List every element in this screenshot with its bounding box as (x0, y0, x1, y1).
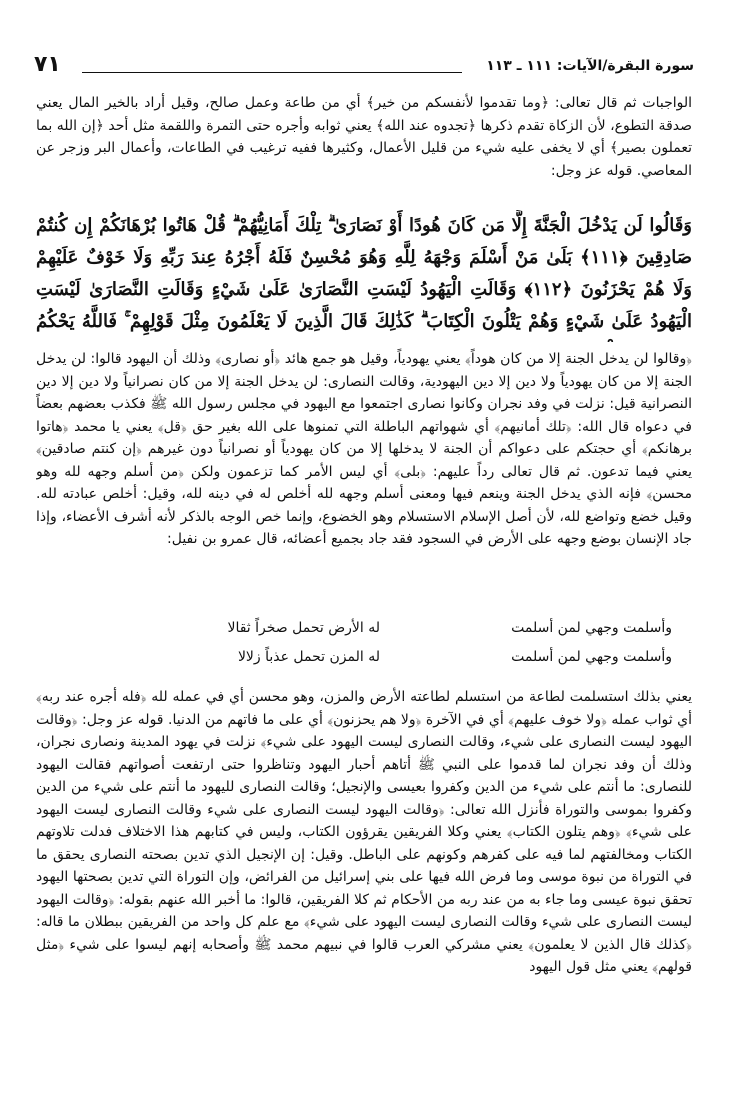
commentary-paragraph-verse-113: يعني بذلك استسلمت لطاعة من استسلم لطاعته الأرض والمزن، وهو محسن أي في عمله لله ﴿فله أجره عند ربه﴾ أي ثواب عمله ﴿ولا خوف عليهم﴾ أي في الآخرة ﴿ولا هم يحزنون﴾ أي على ما فاتهم من الدنيا. قوله عز وجل: ﴿وقالت اليهود ليست النصارى على شيء، وقالت النصارى ليست اليهود على شيء﴾ نزلت في يهود المدينة ونصارى نجران، وذلك أن وفد نجران لما قدموا على النبي ﷺ أتاهم أحبار اليهود وتناظروا حتى ارتفعت أصواتهم فقالت اليهود للنصارى: ما أنتم على شيء من الدين وكفروا بعيسى والإنجيل؛ وقالت النصارى لليهود ما أنتم على شيء من الدين وكفروا بموسى والتوراة فأنزل الله تعالى: ﴿وقالت اليهود ليست النصارى على شيء وقالت النصارى ليست اليهود على شيء﴾ ﴿وهم يتلون الكتاب﴾ يعني وكلا الفريقين يقرؤون الكتاب، وليس في كتابهم هذا الاختلاف فدلت تلاوتهم الكتاب ومخالفتهم لما فيه على كفرهم وكونهم على الباطل. وقيل: إن الإنجيل الذي تدين بصحته النصارى يحقق ما في التوراة من نبوة موسى وما فرض الله فيها على بني إسرائيل من الفرائض، وإن التوراة التي تدين بصحتها اليهود تحقق نبوة عيسى وما جاء به من عند ربه من الأحكام ثم كلا الفريقين، قالوا: ما أخبر الله عنهم بقوله: ﴿وقالت اليهود ليست النصارى على شيء وقالت النصارى ليست اليهود على شيء﴾ مع علم كل واحد من الفريقين ببطلان ما قاله: ﴿كذلك قال الذين لا يعلمون﴾ يعني مشركي العرب قالوا في نبيهم محمد ﷺ وأصحابه إنهم ليسوا على شيء ﴿مثل قولهم﴾ يعني مثل قول اليهود (36, 689, 692, 975)
poem-hemistich: له المزن تحمل عذباً زلالا (237, 649, 380, 665)
poem-line-1 (36, 620, 692, 649)
page-header (34, 46, 694, 80)
poem-line-2 (36, 649, 692, 678)
quran-verses-block: وَقَالُوا لَن يَدْخُلَ الْجَنَّةَ إِلَّا مَن كَانَ هُودًا أَوْ نَصَارَىٰ ۗ تِلْكَ أَمَانِيُّهُمْ ۗ قُلْ هَاتُوا بُرْهَانَكُمْ إِن كُنتُمْ صَادِقِينَ ﴿١١١﴾ بَلَىٰ مَنْ أَسْلَمَ وَجْهَهُ لِلَّهِ وَهُوَ مُحْسِنٌ فَلَهُ أَجْرُهُ عِندَ رَبِّهِ وَلَا خَوْفٌ عَلَيْهِمْ وَلَا هُمْ يَحْزَنُونَ ﴿١١٢﴾ وَقَالَتِ الْيَهُودُ لَيْسَتِ النَّصَارَىٰ عَلَىٰ شَيْءٍ وَقَالَتِ النَّصَارَىٰ لَيْسَتِ الْيَهُودُ عَلَىٰ شَيْءٍ وَهُمْ يَتْلُونَ الْكِتَابَ ۗ كَذَٰلِكَ قَالَ الَّذِينَ لَا يَعْلَمُونَ مِثْلَ قَوْلِهِمْ ۚ فَاللَّهُ يَحْكُمُ (36, 215, 692, 332)
page-body (36, 92, 692, 1104)
page-number: ٧١ (34, 52, 61, 77)
poem-hemistich: له الأرض تحمل صخراً ثقالا (227, 620, 380, 636)
commentary-paragraph-intro: الواجبات ثم قال تعالى: ﴿وما تقدموا لأنفسكم من خير﴾ أي من طاعة وعمل صالح، وقيل أراد بالخير المال يعني صدقة التطوع، لأن الزكاة تقدم ذكرها ﴿تجدوه عند الله﴾ يعني ثوابه وأجره حتى التمرة واللقمة مثل أحد ﴿إن الله بما تعملون بصير﴾ أي لا يخفى عليه شيء من قليل الأعمال، وكثيرها ففيه ترغيب في الطاعات، وأعمال البر وزجر عن المعاصي. قوله عز وجل: (36, 95, 692, 179)
poem-hemistich: وأسلمت وجهي لمن أسلمت (511, 620, 672, 636)
commentary-paragraph-verse-111: ﴿وقالوا لن يدخل الجنة إلا من كان هوداً﴾ يعني يهودياً، وقيل هو جمع هائد ﴿أو نصارى﴾ وذلك أن اليهود قالوا: لن يدخل الجنة إلا من كان يهودياً ولا دين إلا دين اليهودية، وقالت النصارى: لن يدخل الجنة إلا من كان نصرانياً ولا دين إلا دين النصرانية قيل: نزلت في وفد نجران وكانوا نصارى اجتمعوا مع اليهود في مجلس رسول الله ﷺ فكذب بعضهم بعضاً في دعواه قال الله: ﴿تلك أمانيهم﴾ أي شهواتهم الباطلة التي تمنوها على الله بغير حق ﴿قل﴾ يعني يا محمد ﴿هاتوا برهانكم﴾ أي حجتكم على دعواكم أن الجنة لا يدخلها إلا من كان يهودياً أو نصرانياً دون غيرهم ﴿إن كنتم صادقين﴾ يعني فيما تدعون. ثم قال تعالى رداً عليهم: ﴿بلى﴾ أي ليس الأمر كما تزعمون ولكن ﴿من أسلم وجهه لله وهو محسن﴾ فإنه الذي يدخل الجنة وينعم فيها ومعنى أسلم وجهه لله أخلص له في دينه لله، وقيل: أخلص عبادته لله. وقيل خضع وتواضع لله، لأن أصل الإسلام الاستسلام وهو الخضوع، وإنما خص الوجه بالذكر لأنه أشرف الأعضاء، وإذا جاد الإنسان بوضع وجهه على الأرض في السجود فقد جاد بجميع أعضائه، قال عمرو بن نفيل: (36, 351, 692, 547)
poem-block (36, 620, 692, 682)
header-rule (82, 72, 462, 73)
poem-hemistich: وأسلمت وجهي لمن أسلمت (511, 649, 672, 665)
running-title: سورة البقرة/الآيات: ١١١ ـ ١١٣ (486, 58, 694, 74)
